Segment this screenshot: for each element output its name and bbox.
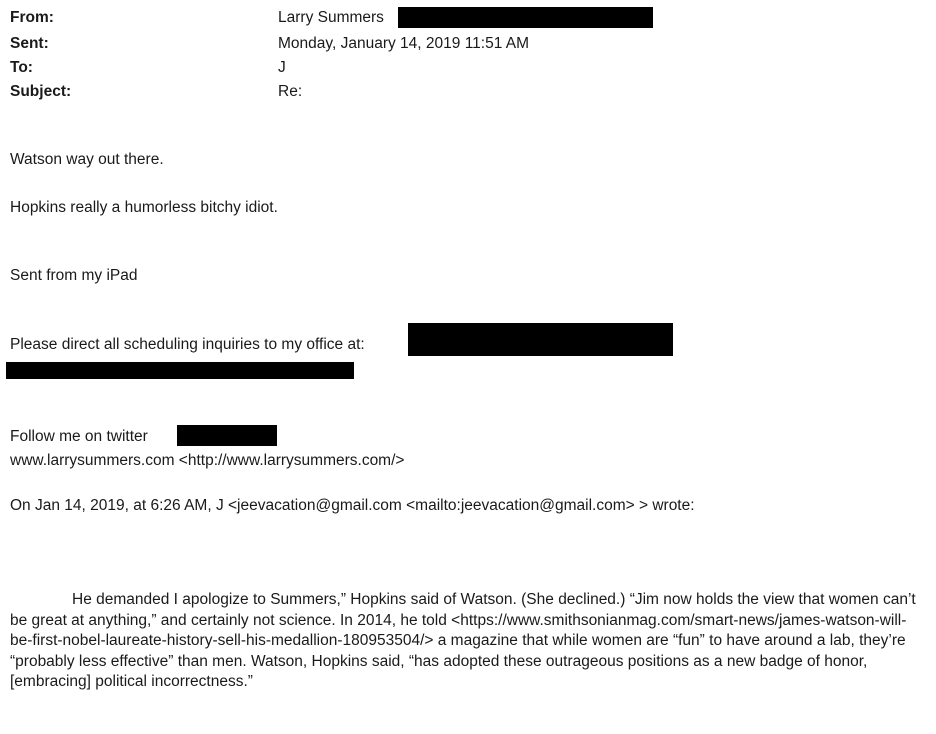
to-label: To:: [10, 59, 33, 76]
to-value: J: [278, 59, 286, 76]
website-link[interactable]: www.larrysummers.com <http://www.larrysummers.com/>: [10, 452, 405, 469]
sent-label: Sent:: [10, 35, 49, 52]
sent-value: Monday, January 14, 2019 11:51 AM: [278, 35, 530, 52]
quoted-paragraph-text: He demanded I apologize to Summers,” Hopkins said of Watson. (She declined.) “Jim now holds the view that women can’t be great at anything,” and certainly not science. In 2014, he told <https://www.smithsonianmag.com/smart-news/james-watson-will-be-first-nobel-laureate-history-sell-his-medallion-180953504/> a magazine that while women are “fun” to have around a lab, they’re “probably less effective” than men. Watson, Hopkins said, “has adopted these outrageous positions as a new badge of honor, [embracing] political incorrectness.”: [10, 591, 916, 690]
from-label: From:: [10, 9, 54, 26]
body-line-2: Hopkins really a humorless bitchy idiot.: [10, 199, 278, 216]
redaction-twitter-handle: [177, 425, 277, 446]
subject-value: Re:: [278, 83, 303, 100]
redaction-office-line: [6, 362, 354, 379]
redaction-from-email: [398, 7, 653, 28]
subject-label: Subject:: [10, 83, 72, 100]
quote-intro: On Jan 14, 2019, at 6:26 AM, J <jeevacation@gmail.com <mailto:jeevacation@gmail.com> > wrote:: [10, 497, 695, 514]
from-value: Larry Summers: [278, 9, 384, 26]
body-line-1: Watson way out there.: [10, 151, 164, 168]
scheduling-line: Please direct all scheduling inquiries to my office at:: [10, 336, 365, 353]
signature-device: Sent from my iPad: [10, 267, 138, 284]
twitter-line: Follow me on twitter: [10, 428, 148, 445]
quoted-paragraph: [10, 590, 928, 693]
redaction-office-contact: [408, 323, 673, 356]
